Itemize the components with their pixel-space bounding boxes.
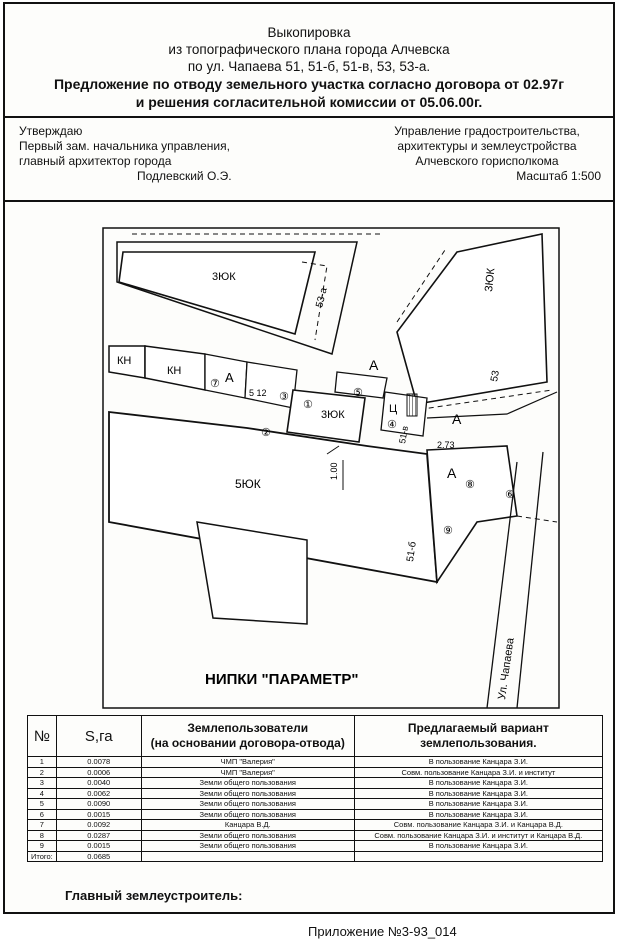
label-51b: 51-б [405,540,419,563]
approval-right-line: архитектуры и землеустройства [397,139,577,153]
label-3uk-top: 3ЮК [212,271,236,283]
label-organization: НИПКИ "ПАРАМЕТР" [205,671,359,688]
table-row [28,830,603,841]
building-5uk-annex [197,522,307,624]
table-row [28,799,603,810]
building-3uk-right [397,234,547,404]
cell-user: Земли общего пользования [141,841,354,852]
label-kn-1: КН [117,355,132,367]
document-header [5,4,613,118]
cell-no: 3 [28,778,57,789]
header-line-2: из топографического плана города Алчевска [168,42,450,57]
plot-2: ② [261,427,271,439]
col-no: № [28,716,57,757]
cell-area: 0.0078 [56,757,141,768]
table-row [28,767,603,778]
cell-no: 4 [28,788,57,799]
table-row [28,788,603,799]
approval-left-line: Первый зам. начальника управления, [19,139,230,153]
cell-variant: Совм. пользование Канцара З.И. и институт [354,767,602,778]
cell-variant: В пользование Канцара З.И. [354,757,602,768]
header-line-4: Предложение по отводу земельного участка согласно договора от 02.97г [53,76,565,92]
label-a-3: А [452,411,462,427]
header-line-5: и решения согласительной комиссии от 05.06.00г. [135,94,483,110]
header-line-1: Выкопировка [267,25,351,40]
cell-no: 1 [28,757,57,768]
approval-left-line: Утверждаю [19,124,83,138]
cell-area: 0.0090 [56,799,141,810]
cell-variant: В пользование Канцара З.И. [354,778,602,789]
table-total-row [28,851,603,862]
approval-left [19,124,232,184]
label-1-3uk: 3ЮК [321,409,345,421]
label-a-4: А [447,465,457,481]
col-users: Землепользователи (на основании договора-отвода) [141,716,354,757]
label-53: 53 [489,369,502,383]
cell-user: Земли общего пользования [141,830,354,841]
plot-6: ⑥ [505,489,515,501]
total-label: Итого: [28,851,57,862]
plot-5: ⑤ [353,387,363,399]
cell-variant: В пользование Канцара З.И. [354,788,602,799]
plot-3: ③ [279,391,289,403]
cell-variant: Совм. пользование Канцара З.И. и Канцара В.Д. [354,820,602,831]
plot-3-area [245,362,297,408]
cell-no: 6 [28,809,57,820]
label-a-1: А [225,370,234,385]
plot-8: ⑧ [465,479,475,491]
cell-area: 0.0040 [56,778,141,789]
approval-right-line: Алчевского горисполкома [415,154,559,168]
label-a-2: А [369,357,379,373]
table-row [28,757,603,768]
cell-user: Земли общего пользования [141,778,354,789]
plot-7: ⑦ [210,378,220,390]
plot-1: ① [303,399,313,411]
cell-no: 2 [28,767,57,778]
street-edge [517,452,543,708]
cell-user: Канцара В.Д. [141,820,354,831]
table-row [28,820,603,831]
cell-no: 5 [28,799,57,810]
cell-area: 0.0062 [56,788,141,799]
label-5uk: 5ЮК [235,477,261,491]
plot-4: ④ [387,419,397,431]
cell-user: Земли общего пользования [141,799,354,810]
appendix-label: Приложение №3-93_014 [308,924,457,939]
table-row [28,841,603,852]
label-dim-273: 2.73 [437,440,455,450]
site-plan-map [97,222,563,712]
approval-left-line: главный архитектор города [19,154,172,168]
hatched-area [407,394,417,416]
cell-variant: В пользование Канцара З.И. [354,809,602,820]
cell-area: 0.0092 [56,820,141,831]
label-dim-512: 5 12 [249,388,267,398]
table-body [28,757,603,862]
label-kn-2: КН [167,365,182,377]
col-variant: Предлагаемый вариант землепользования. [354,716,602,757]
label-dim-100: 1.00 [329,462,339,480]
header-line-3: по ул. Чапаева 51, 51-б, 51-в, 53, 53-а. [187,59,431,74]
table-row [28,778,603,789]
label-3uk-right: 3ЮК [483,267,498,293]
approval-left-line: Подлевский О.Э. [137,169,232,183]
total-value: 0.0685 [56,851,141,862]
cell-user: Земли общего пользования [141,788,354,799]
approval-block [5,116,613,202]
label-street: Ул. Чапаева [496,637,517,701]
document-sheet [3,2,615,914]
cell-area: 0.0015 [56,809,141,820]
approval-right-line: Управление градостроительства, [394,124,580,138]
cell-user: ЧМП "Валерия" [141,767,354,778]
cell-variant: Совм. пользование Канцара З.И. и институт и Канцара В.Д. [354,830,602,841]
cell-user: ЧМП "Валерия" [141,757,354,768]
label-53a: 53-а [314,286,330,309]
cell-area: 0.0287 [56,830,141,841]
cell-no: 9 [28,841,57,852]
approval-right-line: Масштаб 1:500 [516,169,601,183]
cell-variant: В пользование Канцара З.И. [354,841,602,852]
land-use-table [27,715,603,862]
cell-user: Земли общего пользования [141,809,354,820]
cell-no: 7 [28,820,57,831]
label-51v: 51-в [397,425,411,445]
chief-surveyor-label: Главный землеустроитель: [65,888,243,903]
cell-area: 0.0015 [56,841,141,852]
col-area: S,га [56,716,141,757]
cell-variant: В пользование Канцара З.И. [354,799,602,810]
plot-9: ⑨ [443,525,453,537]
cell-area: 0.0006 [56,767,141,778]
building-51b [427,446,517,582]
label-c: Ц [389,403,398,415]
table-row [28,809,603,820]
cell-no: 8 [28,830,57,841]
approval-right [373,124,601,184]
